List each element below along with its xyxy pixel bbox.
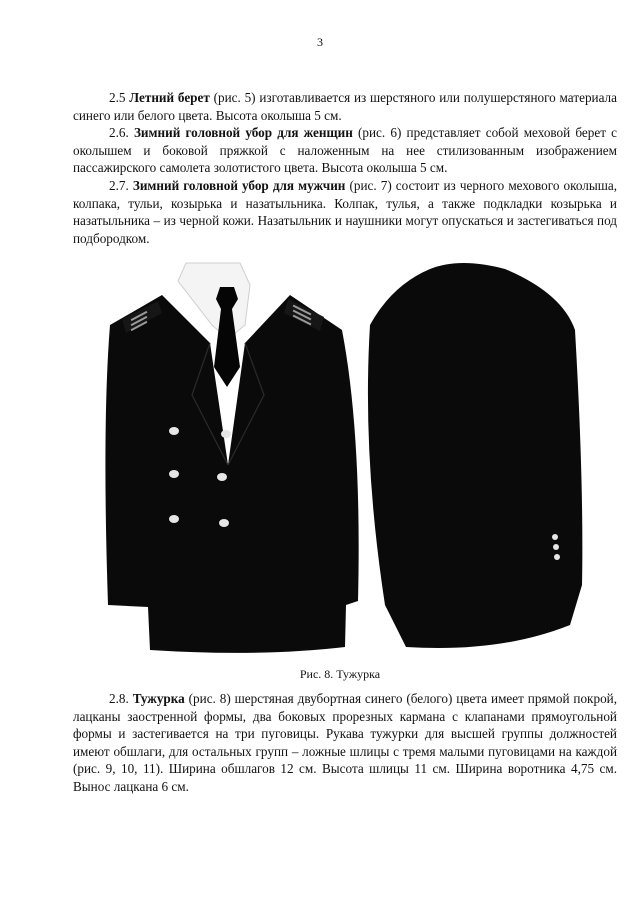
jacket-illustration — [100, 255, 600, 655]
button — [169, 427, 179, 435]
sleeve-button — [553, 544, 559, 550]
jacket-front — [105, 263, 358, 653]
section-text: (рис. 5) изготавливается из шерстяного или полушерстяного материала синего или белого цвета. Высота околыша 5 см. — [73, 90, 617, 123]
section-text: (рис. 6) представляет собой меховой берет с околышем и боковой пряжкой с наложенным на нее стилизованным изображением пассажирского самолета золотистого цвета. Высота околыша 5 см. — [73, 125, 618, 176]
section-number: 2.7. — [109, 177, 133, 193]
sleeve-button — [552, 534, 558, 540]
button — [217, 473, 227, 481]
paragraph-2-7 — [73, 177, 617, 247]
jacket-figure — [100, 255, 600, 655]
sleeve-button — [554, 554, 560, 560]
section-term: Зимний головной убор для женщин — [133, 125, 353, 141]
text-block-bottom — [73, 690, 617, 796]
figure-caption: Рис. 8. Тужурка — [299, 667, 381, 681]
button — [169, 470, 179, 478]
section-number: 2.8. — [109, 691, 133, 706]
section-number: 2.5 — [109, 90, 130, 105]
button — [169, 515, 179, 523]
page-number: 3 — [317, 35, 323, 49]
section-number: 2.6. — [109, 125, 134, 141]
section-term: Зимний головной убор для мужчин — [132, 177, 346, 193]
section-term: Тужурка — [132, 691, 185, 706]
text-block-top — [73, 89, 617, 247]
button — [221, 430, 231, 438]
paragraph-2-6 — [73, 124, 617, 177]
section-term: Летний берет — [129, 90, 210, 105]
section-text: (рис. 7) состоит из черного мехового околыша, колпака, тульи, козырька и назатыльника. Колпак, тулья, а также подкладки козырька и назатыльника – из черной кожи. Назатыльник и наушники могут опускаться и застегиваться под подбородком. — [73, 177, 618, 246]
jacket-back — [368, 263, 582, 648]
paragraph-2-8 — [73, 690, 617, 796]
paragraph-2-5 — [73, 89, 617, 124]
button — [219, 519, 229, 527]
section-text: (рис. 8) шерстяная двубортная синего (белого) цвета имеет прямой покрой, лацканы заостренной формы, два боковых прорезных кармана с клапанами прямоугольной формы и застегивается на три пуговицы. Рукава тужурки для высшей группы должностей имеют обшлаги, для остальных групп – ложные шлицы с тремя малыми пуговицами на каждой (рис. 9, 10, 11). Ширина обшлагов 12 см. Высота шлицы 11 см. Ширина воротника 4,75 см. Вынос лацкана 6 см. — [73, 691, 618, 794]
tie — [214, 287, 240, 387]
